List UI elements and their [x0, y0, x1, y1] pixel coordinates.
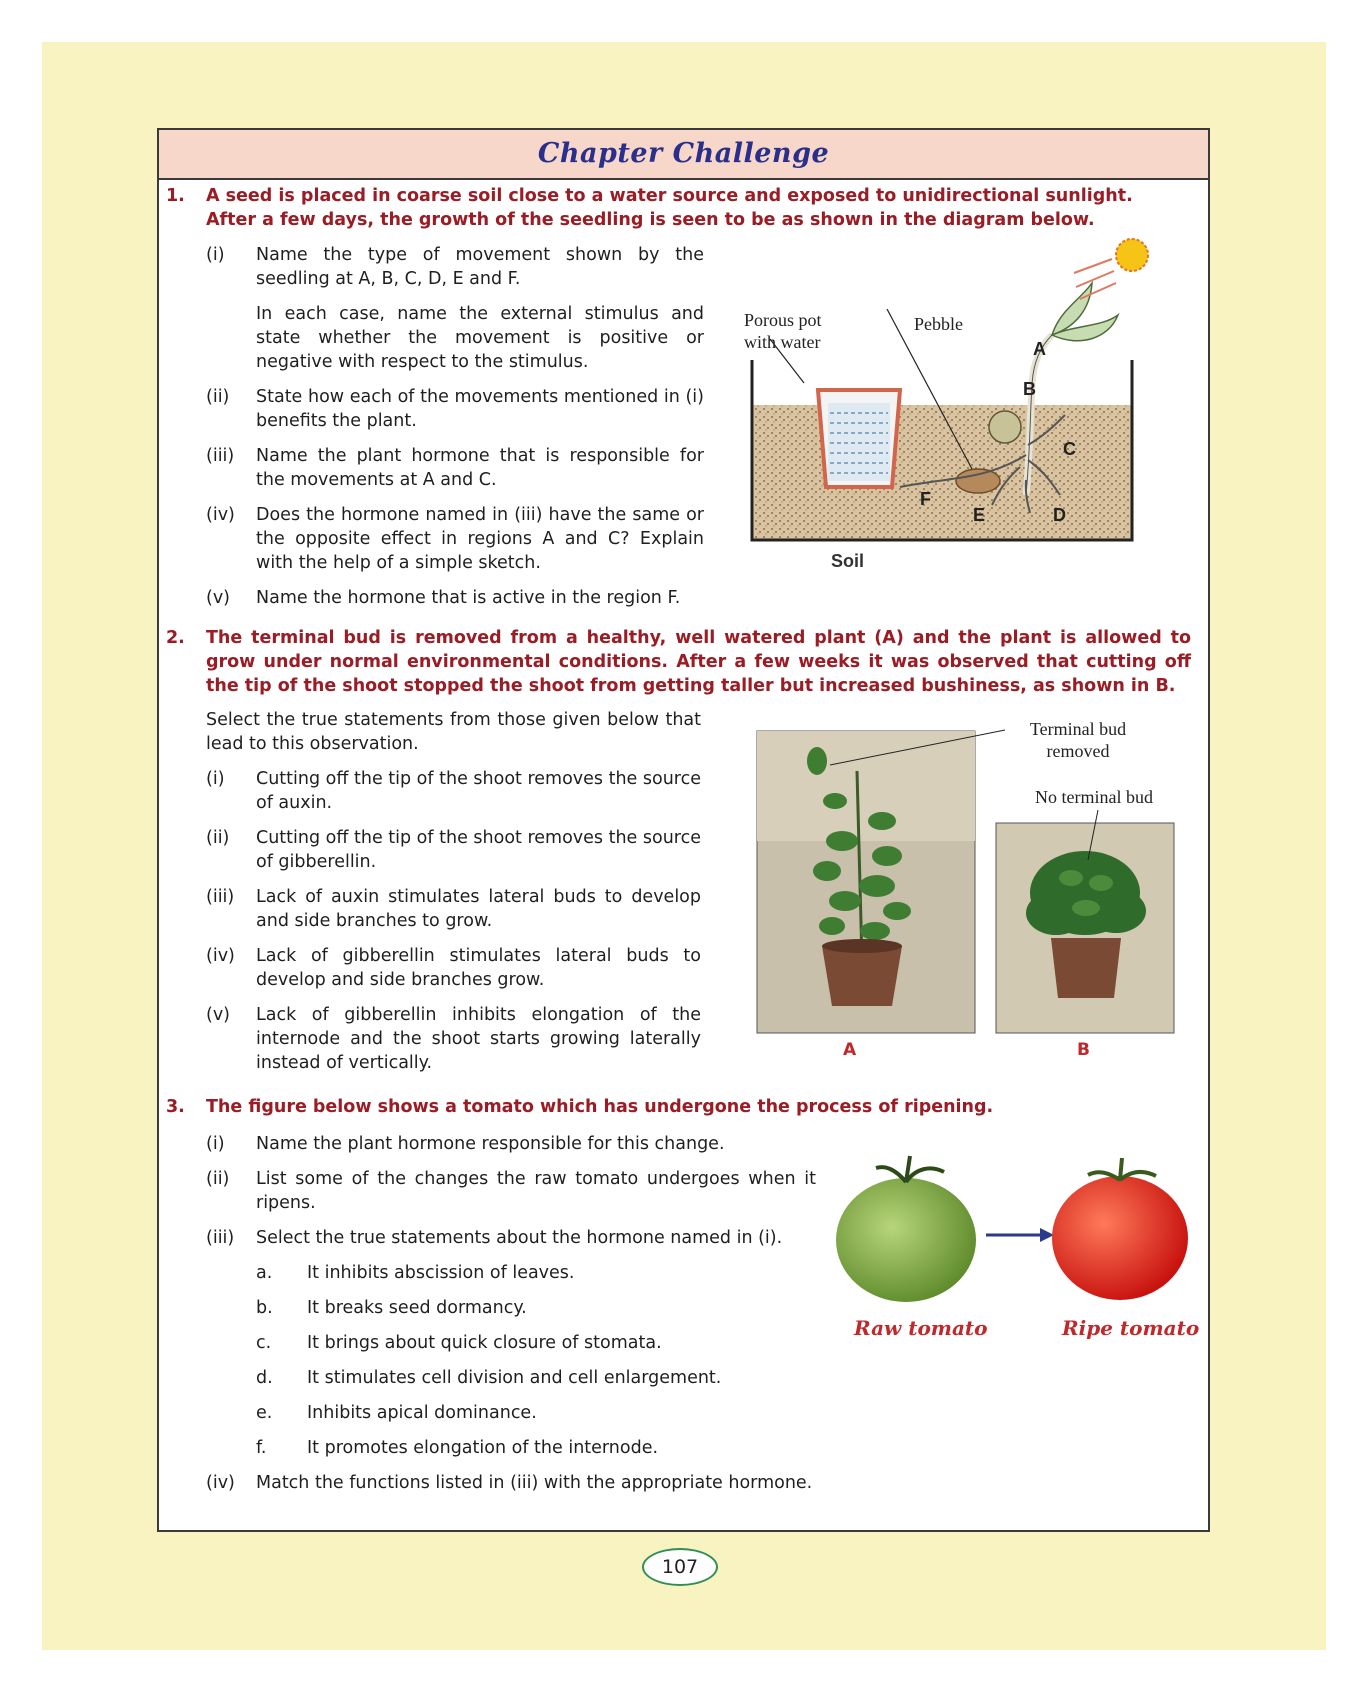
plant-caption-b: B: [1077, 1040, 1090, 1060]
q1-iii-label: (iii): [206, 446, 235, 466]
q3-iv-label: (iv): [206, 1473, 235, 1493]
q2-intro: Select the true statements from those given below that lead to this observation.: [206, 710, 701, 754]
q3-option-d-label: d.: [256, 1368, 273, 1388]
q2-i-label: (i): [206, 769, 225, 789]
q1-v-text: Name the hormone that is active in the region F.: [256, 588, 681, 608]
q3-iii-text: Select the true statements about the hormone named in (i).: [256, 1228, 783, 1248]
pebble: [956, 469, 1000, 493]
soil-block: [752, 405, 1132, 540]
q2-ii-text: Cutting off the tip of the shoot removes the source of gibberellin.: [256, 828, 701, 872]
q1-iv-text: Does the hormone named in (iii) have the same or the opposite effect in regions A and C? Explain with the help of a simple sketch.: [256, 505, 704, 573]
q2-iii-text: Lack of auxin stimulates lateral buds to develop and side branches to grow.: [256, 887, 701, 931]
label-d: D: [1053, 505, 1066, 525]
q3-iii-label: (iii): [206, 1228, 235, 1248]
sunlight-rays: [1074, 259, 1116, 299]
q3-option-e-label: e.: [256, 1403, 273, 1423]
question-3: [166, 1095, 1181, 1119]
ripe-tomato: [1052, 1176, 1188, 1300]
q1-ii-text: State how each of the movements mentioned in (i) benefits the plant.: [256, 387, 704, 431]
q3-option-a-text: It inhibits abscission of leaves.: [307, 1263, 575, 1283]
q1-iii-text: Name the plant hormone that is responsible for the movements at A and C.: [256, 446, 704, 490]
q3-option-b-text: It breaks seed dormancy.: [307, 1298, 527, 1318]
q1-v-label: (v): [206, 588, 231, 608]
question-number: 3.: [166, 1097, 185, 1117]
label-terminal-bud-removed: Terminal bud removed: [1029, 719, 1127, 761]
label-porous-pot: Porous pot with water: [744, 310, 822, 352]
q1-ii-label: (ii): [206, 387, 230, 407]
plant-figure-pointers: [0, 0, 1, 1]
question-number: 2.: [166, 628, 185, 648]
label-a: A: [1033, 339, 1046, 359]
plant-caption-a: A: [843, 1040, 857, 1060]
q1-i-text-2: In each case, name the external stimulus and state whether the movement is positive or negative with respect to the stimulus.: [256, 304, 704, 372]
pot-water: [828, 403, 890, 481]
raw-tomato-caption: Raw tomato: [854, 1316, 988, 1340]
q3-option-e-text: Inhibits apical dominance.: [307, 1403, 537, 1423]
q1-i-label: (i): [206, 245, 225, 265]
q3-option-c-label: c.: [256, 1333, 272, 1353]
label-c: C: [1063, 439, 1076, 459]
sun-icon: [1116, 239, 1148, 271]
label-no-terminal-bud: No terminal bud: [1035, 787, 1153, 807]
q1-i-text: Name the type of movement shown by the seedling at A, B, C, D, E and F.: [256, 245, 704, 289]
page-title: Chapter Challenge: [537, 138, 830, 169]
q2-ii-label: (ii): [206, 828, 230, 848]
q2-i-text: Cutting off the tip of the shoot removes the source of auxin.: [256, 769, 701, 813]
label-b: B: [1023, 379, 1036, 399]
question-text: The terminal bud is removed from a healthy, well watered plant (A) and the plant is allowed to grow under normal environmental conditions. After a few weeks it was observed that cutting off the tip of the shoot stopped the shoot from getting taller but increased bushiness, as shown in B.: [206, 628, 1191, 696]
seedling-diagram: [730, 255, 1200, 555]
tomato-figure: [826, 1150, 1196, 1310]
q3-option-f-text: It promotes elongation of the internode.: [307, 1438, 659, 1458]
ripe-tomato-caption: Ripe tomato: [1062, 1316, 1200, 1340]
q2-iii-label: (iii): [206, 887, 235, 907]
plant-photo-b: [996, 823, 1174, 1033]
seed: [989, 411, 1021, 443]
raw-tomato: [836, 1178, 976, 1302]
q3-option-c-text: It brings about quick closure of stomata.: [307, 1333, 662, 1353]
q3-iv-text: Match the functions listed in (iii) with the appropriate hormone.: [256, 1473, 813, 1493]
question-text: The figure below shows a tomato which has undergone the process of ripening.: [206, 1097, 994, 1117]
page-number: 107: [642, 1548, 718, 1586]
label-pebble: Pebble: [914, 314, 963, 334]
label-e: E: [973, 505, 986, 525]
q2-v-text: Lack of gibberellin inhibits elongation of the internode and the shoot starts growing laterally instead of vertically.: [256, 1005, 701, 1073]
q2-iv-text: Lack of gibberellin stimulates lateral buds to develop and side branches grow.: [256, 946, 701, 990]
question-2: [166, 626, 1191, 698]
q2-v-label: (v): [206, 1005, 231, 1025]
q1-iv-label: (iv): [206, 505, 235, 525]
q3-ii-text: List some of the changes the raw tomato undergoes when it ripens.: [256, 1169, 816, 1213]
label-soil: Soil: [831, 551, 865, 571]
question-number: 1.: [166, 186, 185, 206]
label-f: F: [920, 489, 931, 509]
title-bar: [159, 130, 1208, 180]
q2-iv-label: (iv): [206, 946, 235, 966]
q3-i-text: Name the plant hormone responsible for this change.: [256, 1134, 725, 1154]
plant-photo-a: [757, 731, 975, 1033]
q3-ii-label: (ii): [206, 1169, 230, 1189]
q3-option-a-label: a.: [256, 1263, 273, 1283]
q3-i-label: (i): [206, 1134, 225, 1154]
q3-option-f-label: f.: [256, 1438, 267, 1458]
q3-option-b-label: b.: [256, 1298, 273, 1318]
question-1: [166, 184, 1181, 232]
question-text: A seed is placed in coarse soil close to a water source and exposed to unidirectional sunlight. After a few days, the growth of the seedling is seen to be as shown in the diagram below.: [206, 186, 1133, 230]
q3-option-d-text: It stimulates cell division and cell enlargement.: [307, 1368, 722, 1388]
